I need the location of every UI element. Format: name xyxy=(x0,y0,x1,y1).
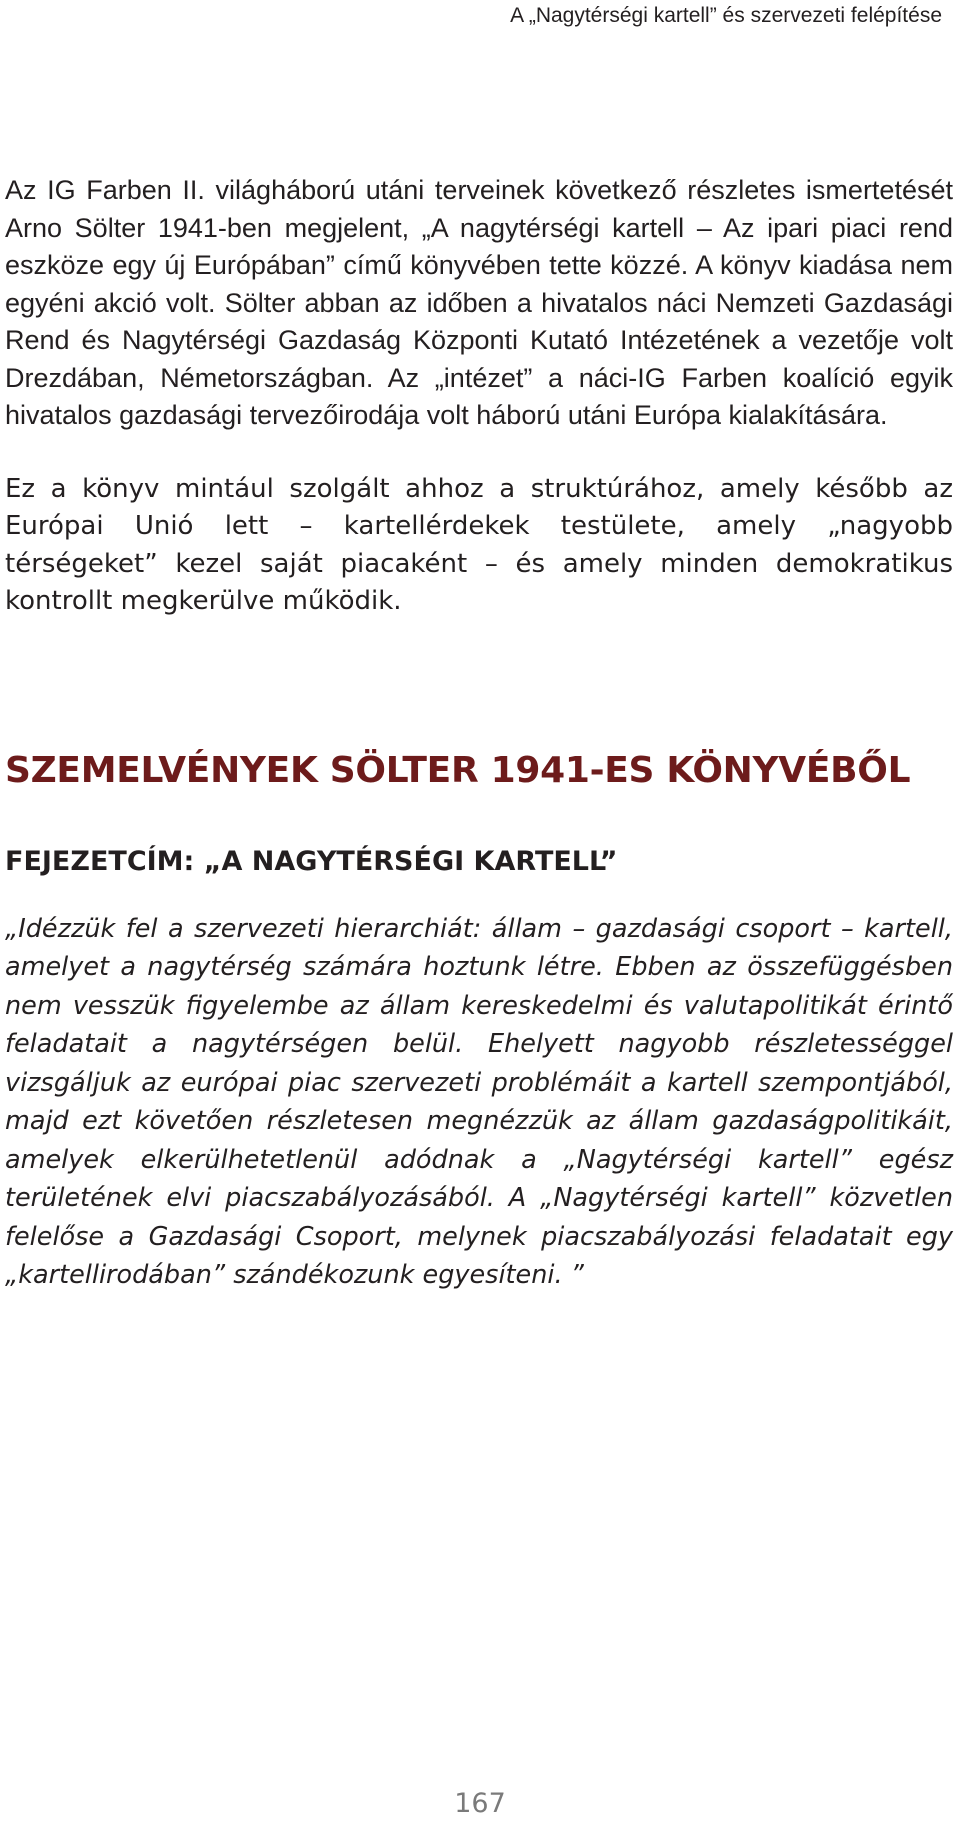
running-header: A „Nagytérségi kartell” és szervezeti felépítése xyxy=(510,4,942,27)
book-quote: „Idézzük fel a szervezeti hierarchiát: állam – gazdasági csoport – kartell, amelyet a nagytérség számára hoztunk létre. Ebben az összefüggésben nem vesszük figyelembe az állam kereskedelmi és valutapolitikát érintő feladatait a nagytérségen belül. Ehelyett nagyobb részletességgel vizsgáljuk az európai piac szervezeti problémáit a kartell szempontjából, majd ezt követően részletesen megnézzük az állam gazdaságpolitikáit, amelyek elkerülhetetlenül adódnak a „Nagytérségi kartell” egész területének elvi piacszabályozásából. A „Nagytérségi kartell” közvetlen felelőse a Gazdasági Csoport, melynek piacszabályozási feladatait egy „kartellirodában” szándékozunk egyesíteni. ” xyxy=(5,913,953,1290)
chapter-title: FEJEZETCÍM: „A NAGYTÉRSÉGI KARTELL” xyxy=(5,845,618,877)
body-paragraph-1: Az IG Farben II. világháború utáni terveinek következő részletes ismertetését Arno Sölter 1941-ben megjelent, „A nagytérségi kartell – Az ipari piaci rend eszköze egy új Európában” című könyvében tette közzé. A könyv kiadása nem egyéni akció volt. Sölter abban az időben a hivatalos náci Nemzeti Gazdasági Rend és Nagytérségi Gazdaság Központi Kutató Intézetének a vezetője volt Drezdában, Németországban. Az „intézet” a náci-IG Farben koalíció egyik hivatalos gazdasági tervezőirodája volt háború utáni Európa kialakítására. xyxy=(5,175,953,430)
section-title: SZEMELVÉNYEK SÖLTER 1941-ES KÖNYVÉBŐL xyxy=(5,749,911,791)
page-content xyxy=(5,172,953,1295)
page-number: 167 xyxy=(454,1788,506,1819)
body-paragraph-2: Ez a könyv mintául szolgált ahhoz a struktúrához, amely később az Európai Unió lett – kartellérdekek testülete, amely „nagyobb térségeket” kezel saját piacaként – és amely minden demokratikus kontrollt megkerülve működik. xyxy=(5,473,953,616)
